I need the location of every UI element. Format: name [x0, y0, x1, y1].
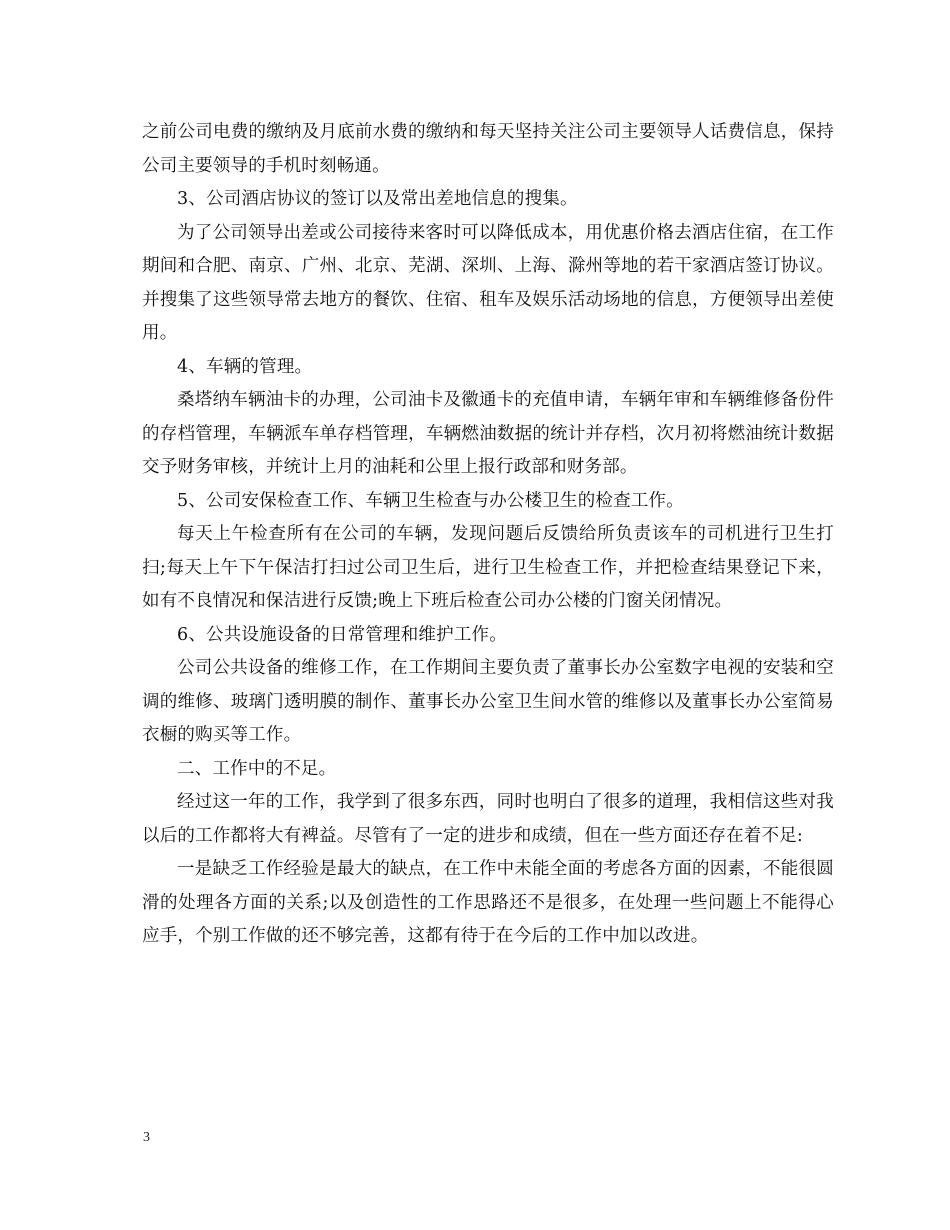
- paragraph: 经过这一年的工作，我学到了很多东西，同时也明白了很多的道理，我相信这些对我以后的工作都将大有裨益。尽管有了一定的进步和成绩，但在一些方面还存在着不足:: [142, 792, 834, 846]
- section-heading: 6、公共设施设备的日常管理和维护工作。: [177, 624, 507, 645]
- section-heading: 二、工作中的不足。: [177, 758, 337, 779]
- paragraph: 一是缺乏工作经验是最大的缺点，在工作中未能全面的考虑各方面的因素，不能很圆滑的处理各方面的关系;以及创造性的工作思路还不是很多，在处理一些问题上不能得心应手，个别工作做的还不够完善，这都有待于在今后的工作中加以改进。: [142, 859, 834, 946]
- paragraph: 为了公司领导出差或公司接待来客时可以降低成本，用优惠价格去酒店住宿，在工作期间和合肥、南京、广州、北京、芜湖、深圳、上海、滁州等地的若干家酒店签订协议。并搜集了这些领导常去地方的餐饮、住宿、租车及娱乐活动场地的信息，方便领导出差使用。: [142, 222, 834, 343]
- section-heading: 3、公司酒店协议的签订以及常出差地信息的搜集。: [177, 189, 578, 209]
- section-heading: 5、公司安保检查工作、车辆卫生检查与办公楼卫生的检查工作。: [177, 490, 684, 511]
- document-body: [142, 116, 834, 954]
- paragraph: 桑塔纳车辆油卡的办理，公司油卡及徽通卡的充值申请，车辆年审和车辆维修备份件的存档管理，车辆派车单存档管理，车辆燃油数据的统计并存档，次月初将燃油统计数据交予财务审核，并统计上月的油耗和公里上报行政部和财务部。: [142, 390, 834, 477]
- section-heading: 4、车辆的管理。: [177, 356, 313, 377]
- paragraph: 每天上午检查所有在公司的车辆，发现问题后反馈给所负责该车的司机进行卫生打扫;每天上午下午保洁打扫过公司卫生后，进行卫生检查工作，并把检查结果登记下来，如有不良情况和保洁进行反馈;晚上下班后检查公司办公楼的门窗关闭情况。: [142, 524, 834, 611]
- paragraph: 之前公司电费的缴纳及月底前水费的缴纳和每天坚持关注公司主要领导人话费信息，保持公司主要领导的手机时刻畅通。: [142, 122, 834, 176]
- paragraph: 公司公共设备的维修工作，在工作期间主要负责了董事长办公室数字电视的安装和空调的维修、玻璃门透明膜的制作、董事长办公室卫生间水管的维修以及董事长办公室简易衣橱的购买等工作。: [142, 658, 834, 745]
- page-number: 3: [143, 1130, 150, 1145]
